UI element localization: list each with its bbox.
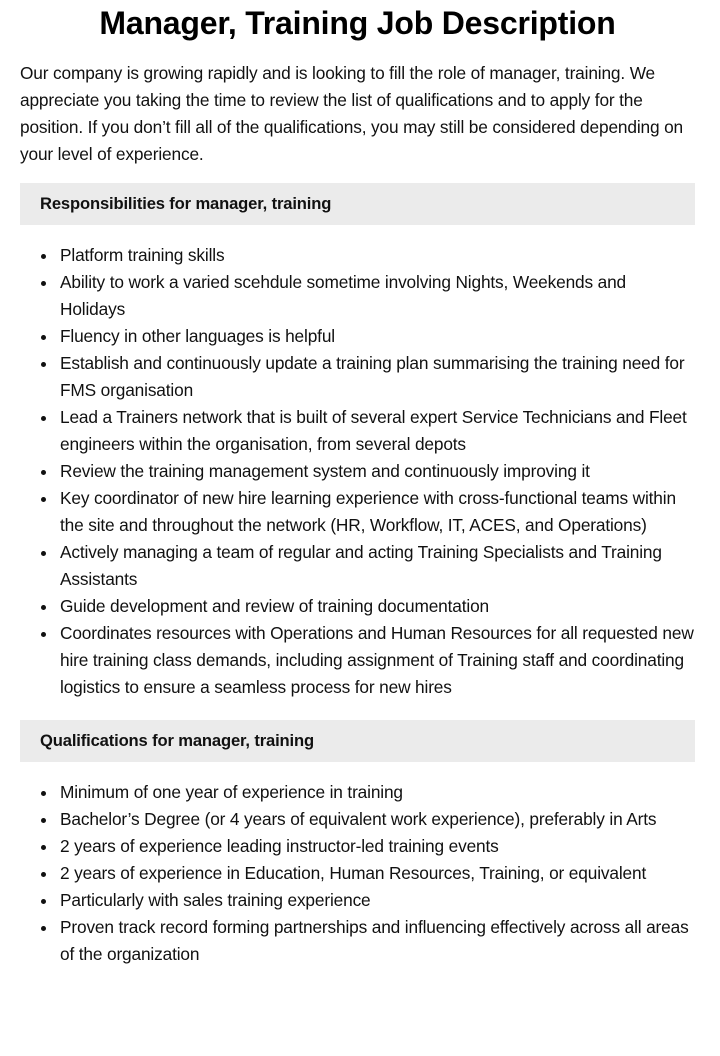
bullet-icon	[41, 551, 46, 556]
list-item-text: Establish and continuously update a training plan summarising the training need for FMS organisation	[60, 353, 685, 400]
bullet-icon	[41, 899, 46, 904]
bullet-icon	[41, 872, 46, 877]
list-item	[60, 914, 695, 968]
list-item-text: Ability to work a varied scehdule sometime involving Nights, Weekends and Holidays	[60, 272, 627, 319]
qualifications-list	[20, 779, 695, 968]
list-item	[60, 833, 695, 860]
list-item	[60, 404, 695, 458]
list-item-text: Coordinates resources with Operations and Human Resources for all requested new hire training class demands, including assignment of Training staff and coordinating logistics to ensure a seamless process for new hires	[60, 623, 694, 697]
list-item-text: 2 years of experience leading instructor-led training events	[60, 836, 499, 856]
bullet-icon	[41, 416, 46, 421]
bullet-icon	[41, 632, 46, 637]
list-item	[60, 806, 695, 833]
bullet-icon	[41, 818, 46, 823]
list-item	[60, 779, 695, 806]
list-item-text: Actively managing a team of regular and acting Training Specialists and Training Assistants	[60, 542, 662, 589]
list-item-text: Lead a Trainers network that is built of several expert Service Technicians and Fleet engineers within the organisation, from several depots	[60, 407, 687, 454]
qualifications-heading: Qualifications for manager, training	[20, 720, 695, 762]
bullet-icon	[41, 281, 46, 286]
bullet-icon	[41, 605, 46, 610]
bullet-icon	[41, 791, 46, 796]
list-item-text: Minimum of one year of experience in training	[60, 782, 403, 802]
bullet-icon	[41, 335, 46, 340]
list-item	[60, 269, 695, 323]
intro-paragraph: Our company is growing rapidly and is looking to fill the role of manager, training. We appreciate you taking the time to review the list of qualifications and to apply for the position. If you don’t fill all of the qualifications, you may still be considered depending on your level of experience.	[20, 63, 684, 164]
bullet-icon	[41, 470, 46, 475]
list-item	[60, 323, 695, 350]
responsibilities-heading: Responsibilities for manager, training	[20, 183, 695, 225]
qualifications-section	[20, 720, 695, 968]
list-item-text: Review the training management system and continuously improving it	[60, 461, 590, 481]
list-item-text: Key coordinator of new hire learning experience with cross-functional teams within the site and throughout the network (HR, Workflow, IT, ACES, and Operations)	[60, 488, 676, 535]
list-item-text: 2 years of experience in Education, Human Resources, Training, or equivalent	[60, 863, 647, 883]
responsibilities-list	[20, 242, 695, 701]
bullet-icon	[41, 497, 46, 502]
list-item-text: Bachelor’s Degree (or 4 years of equivalent work experience), preferably in Arts	[60, 809, 657, 829]
list-item	[60, 860, 695, 887]
responsibilities-section	[20, 183, 695, 701]
bullet-icon	[41, 926, 46, 931]
list-item	[60, 593, 695, 620]
list-item	[60, 350, 695, 404]
list-item-text: Fluency in other languages is helpful	[60, 326, 335, 346]
list-item	[60, 620, 695, 701]
bullet-icon	[41, 845, 46, 850]
list-item	[60, 242, 695, 269]
list-item-text: Particularly with sales training experience	[60, 890, 371, 910]
page-title: Manager, Training Job Description	[99, 5, 616, 41]
list-item	[60, 539, 695, 593]
list-item-text: Guide development and review of training documentation	[60, 596, 490, 616]
list-item	[60, 458, 695, 485]
list-item	[60, 887, 695, 914]
bullet-icon	[41, 254, 46, 259]
list-item	[60, 485, 695, 539]
bullet-icon	[41, 362, 46, 367]
list-item-text: Platform training skills	[60, 245, 225, 265]
list-item-text: Proven track record forming partnerships and influencing effectively across all areas of the organization	[60, 917, 689, 964]
